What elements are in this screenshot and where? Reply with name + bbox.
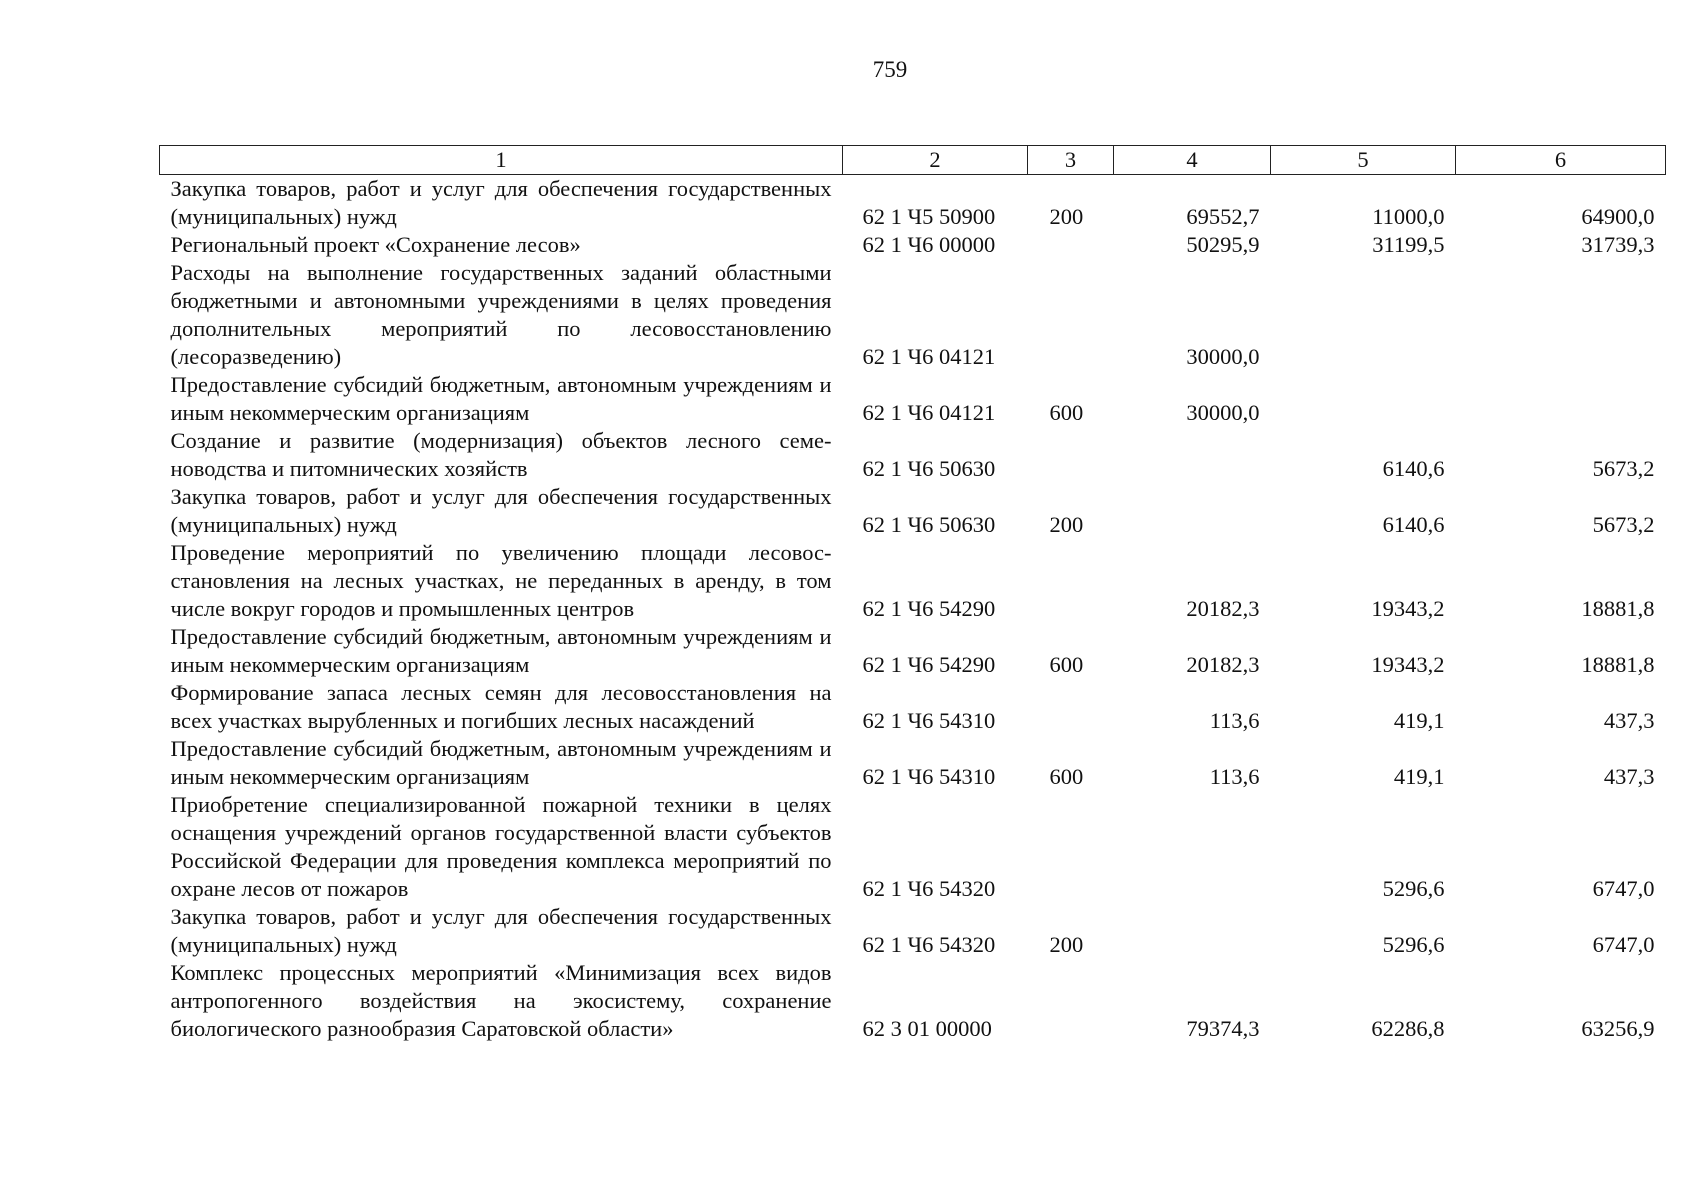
table-row (160, 175, 1666, 232)
page-number: 759 (872, 57, 908, 82)
row-expense-type: 200 (1049, 932, 1084, 957)
row-target-code: 62 1 Ч6 50630 (862, 512, 996, 537)
header-row (160, 146, 1666, 175)
row-amount-col-5: 19343,2 (1371, 652, 1445, 677)
row-amount-col-5 (1271, 371, 1456, 427)
row-amount-col-4: 113,6 (1209, 764, 1260, 789)
row-amount-col-4: 79374,3 (1186, 1016, 1260, 1041)
row-name: Предоставление субсидий бюджетным, автономным учреждениям и иным некоммерческим организациям (170, 736, 832, 789)
budget-table (159, 145, 1666, 1043)
row-amount-col-4: 69552,7 (1186, 204, 1260, 229)
table-header (160, 146, 1666, 175)
table-row (160, 735, 1666, 791)
row-name: Предоставление субсидий бюджетным, автономным учреждениям и иным некоммерческим организациям (170, 624, 832, 677)
row-expense-type: 600 (1049, 652, 1084, 677)
header-col-6: 6 (1456, 146, 1666, 175)
row-amount-col-5: 419,1 (1393, 764, 1445, 789)
row-name: Приобретение специализированной пожарной техники в целях оснащения учреждений органов государственной власти субъектов Российской Федерации для проведения комплекса мероприятий по охране лесов от пожаров (170, 792, 832, 901)
row-amount-col-5: 19343,2 (1371, 596, 1445, 621)
row-amount-col-5: 11000,0 (1372, 204, 1445, 229)
table-row (160, 231, 1666, 259)
row-name: Закупка товаров, работ и услуг для обеспечения государственных (муниципальных) нужд (170, 904, 832, 957)
table-row (160, 679, 1666, 735)
row-expense-type: 200 (1049, 512, 1084, 537)
row-target-code: 62 1 Ч6 00000 (862, 232, 996, 257)
row-expense-type (1028, 959, 1114, 1043)
row-target-code: 62 1 Ч5 50900 (862, 204, 996, 229)
header-col-3: 3 (1028, 146, 1114, 175)
row-amount-col-6 (1456, 259, 1666, 371)
header-col-1: 1 (160, 146, 843, 175)
row-amount-col-6 (1456, 371, 1666, 427)
row-target-code: 62 1 Ч6 04121 (862, 344, 996, 369)
row-expense-type (1028, 427, 1114, 483)
row-amount-col-5: 6140,6 (1382, 512, 1445, 537)
row-amount-col-6: 5673,2 (1592, 456, 1655, 481)
row-expense-type (1028, 679, 1114, 735)
row-amount-col-6: 6747,0 (1592, 932, 1655, 957)
row-name: Расходы на выполнение государственных заданий областными бюджетными и автономными учреждениями в целях проведения дополнительных мероприятий по лесовосстановлению (лесоразведению) (170, 260, 832, 369)
row-name: Закупка товаров, работ и услуг для обеспечения государственных (муниципальных) нужд (170, 484, 832, 537)
row-amount-col-6: 437,3 (1603, 764, 1655, 789)
row-name: Закупка товаров, работ и услуг для обеспечения государственных (муниципальных) нужд (170, 176, 832, 229)
row-expense-type (1028, 259, 1114, 371)
row-amount-col-6: 64900,0 (1581, 204, 1655, 229)
row-target-code: 62 1 Ч6 54320 (862, 876, 996, 901)
row-amount-col-4 (1114, 791, 1271, 903)
table-row (160, 959, 1666, 1043)
row-target-code: 62 1 Ч6 54290 (862, 596, 996, 621)
row-target-code: 62 1 Ч6 54310 (862, 764, 996, 789)
row-target-code: 62 1 Ч6 04121 (862, 400, 996, 425)
table-row (160, 483, 1666, 539)
row-amount-col-6: 18881,8 (1581, 596, 1655, 621)
row-amount-col-5 (1271, 259, 1456, 371)
row-name: Проведение мероприятий по увеличению площади лесовосстановления на лесных участках, не переданных в аренду, в том числе вокруг городов и промышленных центров (170, 540, 832, 621)
row-target-code: 62 1 Ч6 54320 (862, 932, 996, 957)
row-expense-type (1028, 231, 1114, 259)
row-expense-type (1028, 791, 1114, 903)
row-target-code: 62 1 Ч6 50630 (862, 456, 996, 481)
row-amount-col-4: 50295,9 (1186, 232, 1260, 257)
row-amount-col-5: 5296,6 (1382, 932, 1445, 957)
table-body (160, 175, 1666, 1044)
row-amount-col-6: 6747,0 (1592, 876, 1655, 901)
row-name: Региональный проект «Сохранение лесов» (170, 232, 581, 257)
table-row (160, 539, 1666, 623)
row-amount-col-5: 6140,6 (1382, 456, 1445, 481)
row-name: Комплекс процессных мероприятий «Минимизация всех видов антропогенного воздействия на экосистему, сохранение биологического разнообразия Саратовской области» (170, 960, 832, 1041)
row-name: Создание и развитие (модернизация) объектов лесного семеноводства и питомнических хозяйств (170, 428, 832, 481)
row-amount-col-5: 419,1 (1393, 708, 1445, 733)
row-expense-type: 600 (1049, 764, 1084, 789)
table-row (160, 427, 1666, 483)
table-row (160, 623, 1666, 679)
row-name: Предоставление субсидий бюджетным, автономным учреждениям и иным некоммерческим организациям (170, 372, 832, 425)
header-col-4: 4 (1114, 146, 1271, 175)
row-target-code: 62 1 Ч6 54310 (862, 708, 996, 733)
table-row (160, 371, 1666, 427)
row-amount-col-4: 30000,0 (1186, 400, 1260, 425)
row-amount-col-5: 31199,5 (1372, 232, 1445, 257)
row-name: Формирование запаса лесных семян для лесовосстановления на всех участках вырубленных и погибших лесных насаждений (170, 680, 832, 733)
row-amount-col-4: 20182,3 (1186, 652, 1260, 677)
row-amount-col-4 (1114, 903, 1271, 959)
header-col-2: 2 (843, 146, 1028, 175)
row-target-code: 62 1 Ч6 54290 (862, 652, 996, 677)
row-amount-col-6: 63256,9 (1581, 1016, 1655, 1041)
row-amount-col-5: 62286,8 (1371, 1016, 1445, 1041)
row-amount-col-4: 113,6 (1209, 708, 1260, 733)
header-col-5: 5 (1271, 146, 1456, 175)
row-expense-type: 600 (1049, 400, 1084, 425)
row-amount-col-6: 437,3 (1603, 708, 1655, 733)
row-amount-col-4: 30000,0 (1186, 344, 1260, 369)
row-target-code: 62 3 01 00000 (862, 1016, 992, 1041)
row-amount-col-6: 31739,3 (1581, 232, 1655, 257)
row-amount-col-6: 18881,8 (1581, 652, 1655, 677)
row-amount-col-4 (1114, 427, 1271, 483)
table-row (160, 903, 1666, 959)
row-amount-col-4 (1114, 483, 1271, 539)
table-row (160, 259, 1666, 371)
row-amount-col-5: 5296,6 (1382, 876, 1445, 901)
table-row (160, 791, 1666, 903)
row-amount-col-4: 20182,3 (1186, 596, 1260, 621)
row-expense-type: 200 (1049, 204, 1084, 229)
row-amount-col-6: 5673,2 (1592, 512, 1655, 537)
row-expense-type (1028, 539, 1114, 623)
